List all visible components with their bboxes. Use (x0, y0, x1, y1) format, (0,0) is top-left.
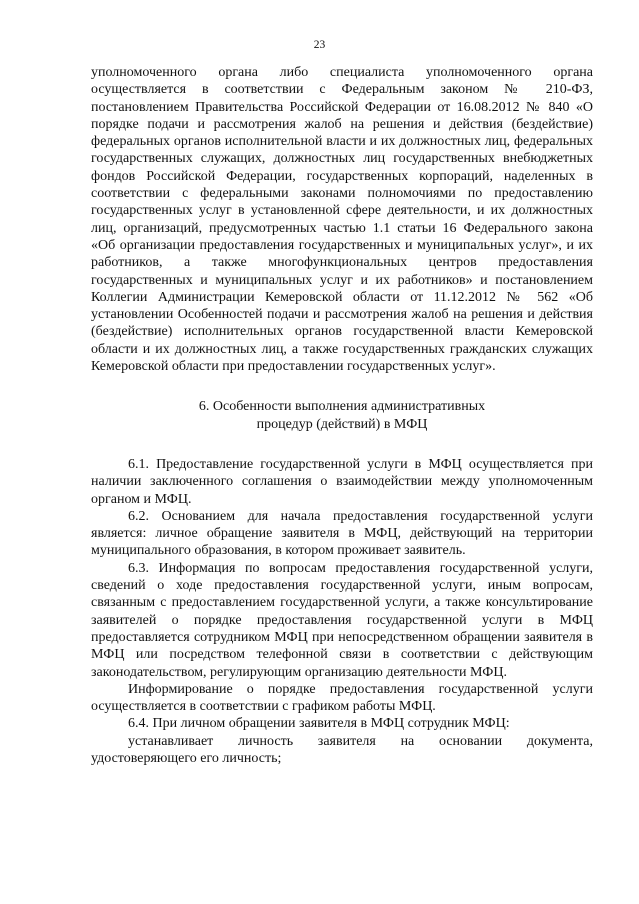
document-body (91, 64, 593, 767)
paragraph-6-3: 6.3. Информация по вопросам предоставления государственной услуги, сведений о ходе предоставления государственной услуги, иным вопросам, связанным с предоставлением государственной услуги, а также консультирование заявителей о порядке предоставления государственной услуги в МФЦ предоставляется сотрудником МФЦ при непосредственном обращении заявителя в МФЦ или посредством телефонной связи в соответствии с действующим законодательством, регулирующим организацию деятельности МФЦ. (91, 560, 593, 680)
section-heading-line-2: процедур (действий) в МФЦ (256, 416, 428, 432)
section-heading-line-1: 6. Особенности выполнения административных (198, 399, 486, 415)
paragraph-6-2: 6.2. Основанием для начала предоставления государственной услуги является: личное обращение заявителя в МФЦ, действующий на территории муниципального образования, в котором проживает заявитель. (91, 508, 593, 559)
paragraph-6-1: 6.1. Предоставление государственной услуги в МФЦ осуществляется при наличии заключенного соглашения о взаимодействии между уполномоченным органом и МФЦ. (91, 456, 593, 507)
paragraph-informing: Информирование о порядке предоставления государственной услуги осуществляется в соответствии с графиком работы МФЦ. (91, 681, 593, 715)
page-number: 23 (313, 39, 326, 51)
section-heading (91, 398, 593, 433)
intro-paragraph: уполномоченного органа либо специалиста уполномоченного органа осуществляется в соответствии с Федеральным законом № 210-ФЗ, постановлением Правительства Российской Федерации от 16.08.2012 № 840 «О порядке подачи и рассмотрения жалоб на решения и действия (бездействие) федеральных органов исполнительной власти и их должностных лиц, федеральных государственных служащих, должностных лиц государственных внебюджетных фондов Российской Федерации, государственных корпораций, наделенных в соответствии с федеральными законами полномочиями по предоставлению государственных услуг в установленной сфере деятельности, и их должностных лиц, организаций, предусмотренных частью 1.1 статьи 16 Федерального закона «Об организации предоставления государственных и муниципальных услуг», и их работников, а также многофункциональных центров предоставления государственных и муниципальных услуг и их работников» и постановлением Коллегии Администрации Кемеровской области от 11.12.2012 № 562 «Об установлении Особенностей подачи и рассмотрения жалоб на решения и действия (бездействие) исполнительных органов государственной власти Кемеровской области и их должностных лиц, а также государственных гражданских служащих Кемеровской области при предоставлении государственных услуг». (91, 65, 593, 375)
paragraph-6-4: 6.4. При личном обращении заявителя в МФЦ сотрудник МФЦ: (128, 716, 510, 732)
paragraph-identity: устанавливает личность заявителя на основании документа, удостоверяющего его личность; (91, 733, 593, 766)
